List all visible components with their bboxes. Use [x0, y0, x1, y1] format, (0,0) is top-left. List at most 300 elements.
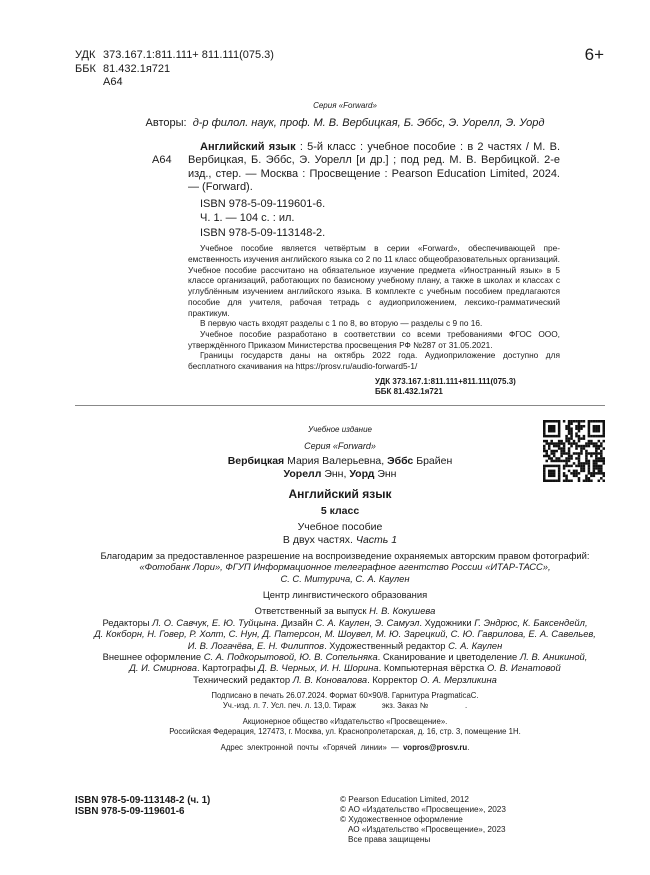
staff-names: Л. О. Савчук, Е. Ю. Туйцына — [152, 616, 277, 628]
qr-module — [588, 462, 591, 465]
qr-module — [593, 459, 596, 462]
qr-module — [595, 427, 598, 430]
author-given: Мария Валерьевна, — [284, 454, 388, 467]
qr-module — [568, 420, 571, 423]
hotline-email[interactable]: vopros@prosv.ru — [402, 743, 468, 753]
staff-role: Технический редактор — [193, 673, 293, 685]
qr-module — [603, 440, 605, 443]
qr-module — [560, 459, 563, 462]
qr-module — [588, 479, 591, 481]
qr-module — [553, 472, 556, 475]
qr-module — [553, 425, 556, 428]
isbn-line: ISBN 978-5-09-113148-2. — [200, 226, 326, 239]
qr-module — [590, 435, 593, 438]
responsible-name: Н. В. Кокушева — [369, 605, 436, 617]
qr-module — [565, 440, 568, 443]
staff-names: Д. Кокборн, Н. Говер, Р. Холт, С. Нун, Д. Патерсон, М. Шоувел, М. Ю. Зарецкий, С. Ю. Гаврилова, Е. А. Савельев, — [94, 628, 596, 640]
staff-names: Л. В. Аникиной, — [519, 651, 588, 663]
qr-module — [593, 469, 596, 472]
qr-module — [558, 440, 561, 443]
qr-module — [600, 455, 603, 458]
qr-module — [603, 479, 605, 481]
qr-module — [573, 474, 576, 477]
qr-module — [550, 469, 553, 472]
qr-module — [548, 445, 551, 448]
qr-module — [550, 435, 553, 438]
qr-module — [548, 469, 551, 472]
qr-module — [585, 457, 588, 460]
qr-module — [558, 442, 561, 445]
qr-module — [578, 437, 581, 440]
qr-module — [558, 467, 561, 470]
qr-module — [563, 467, 566, 470]
qr-module — [578, 430, 581, 433]
qr-module — [588, 435, 591, 438]
staff-line — [60, 674, 630, 685]
qr-module — [543, 464, 546, 467]
qr-module — [568, 437, 571, 440]
qr-code[interactable] — [543, 420, 605, 482]
qr-module — [585, 442, 588, 445]
qr-module — [580, 467, 583, 470]
qr-module — [593, 435, 596, 438]
qr-module — [578, 422, 581, 425]
copyright — [340, 795, 506, 845]
punct: . — [467, 743, 470, 753]
qr-module — [588, 442, 591, 445]
qr-module — [550, 442, 553, 445]
qr-module — [588, 469, 591, 472]
qr-module — [590, 479, 593, 481]
qr-module — [603, 462, 605, 465]
qr-module — [600, 467, 603, 470]
qr-module — [580, 427, 583, 430]
qr-module — [593, 430, 596, 433]
qr-module — [545, 442, 548, 445]
qr-module — [595, 467, 598, 470]
qr-module — [543, 479, 546, 481]
publisher-address: Российская Федерация, 127473, г. Москва, ул. Краснопролетарская, д. 16, стр. 3, помещение 1Н. — [169, 727, 521, 737]
print-line: Уч.-изд. л. 7. Усл. печ. л. 13,0. Тираж экз. Заказ № . — [222, 701, 468, 711]
staff-line — [60, 662, 630, 673]
qr-module — [603, 447, 605, 450]
qr-module — [565, 459, 568, 462]
isbn-line: ISBN 978-5-09-119601-6. — [200, 197, 326, 210]
staff-names: С. А. Каулен — [448, 639, 503, 651]
udk-value: 373.167.1:811.111+ 811.111(075.3) — [103, 49, 274, 61]
qr-module — [588, 472, 591, 475]
qr-module — [543, 477, 546, 480]
qr-module — [600, 445, 603, 448]
qr-module — [568, 464, 571, 467]
qr-module — [575, 442, 578, 445]
qr-module — [550, 425, 553, 428]
qr-module — [548, 435, 551, 438]
staff-names: О. В. Игнатовой — [486, 662, 561, 674]
bibliographic-record — [152, 140, 560, 195]
series-title: Серия «Forward» — [313, 100, 377, 110]
qr-module — [583, 435, 586, 438]
qr-module — [550, 464, 553, 467]
qr-module — [575, 427, 578, 430]
staff-names: Г. Эндрюс, К. Баксендейл, — [474, 616, 588, 628]
qr-module — [568, 479, 571, 481]
qr-module — [583, 420, 586, 423]
qr-module — [568, 442, 571, 445]
thanks-text: Благодарим за предоставленное разрешение на воспроизведение охраняемых авторским правом фотографий: — [100, 549, 590, 561]
qr-module — [548, 455, 551, 458]
bbk-value: 81.432.1я721 — [103, 62, 171, 75]
qr-module — [570, 445, 573, 448]
hotline-label: Адрес электронной почты «Горячей линии» — — [220, 743, 403, 753]
biblio-title: Английский язык — [200, 140, 296, 153]
author-given: Брайен — [413, 454, 453, 467]
staff-role: . Художественный редактор — [324, 639, 449, 651]
qr-module — [598, 472, 601, 475]
qr-module — [583, 464, 586, 467]
book-title: Английский язык — [288, 486, 392, 501]
qr-module — [603, 459, 605, 462]
qr-module — [555, 459, 558, 462]
qr-module — [585, 459, 588, 462]
qr-module — [575, 435, 578, 438]
qr-module — [568, 440, 571, 443]
qr-module — [595, 430, 598, 433]
qr-module — [570, 430, 573, 433]
qr-module — [578, 462, 581, 465]
qr-module — [585, 474, 588, 477]
qr-module — [568, 447, 571, 450]
staff-names: И. В. Логачёва, Е. Н. Филиппов — [187, 639, 325, 651]
qr-module — [595, 442, 598, 445]
part-label: Часть 1 — [355, 533, 398, 546]
qr-module — [560, 440, 563, 443]
staff-names: Л. В. Коновалова — [292, 673, 368, 685]
qr-module — [543, 440, 546, 443]
qr-module — [555, 442, 558, 445]
biblio-isbn — [200, 197, 650, 241]
qr-module — [590, 455, 593, 458]
qr-module — [570, 435, 573, 438]
author-surname: Вербицкая — [227, 454, 285, 467]
qr-module — [550, 459, 553, 462]
rights-reserved: Все права защищены — [348, 835, 431, 845]
staff-role: Редакторы — [102, 616, 153, 628]
qr-module — [600, 420, 603, 423]
qr-module — [585, 479, 588, 481]
author-given: Энн, — [321, 467, 350, 480]
qr-module — [550, 474, 553, 477]
qr-module — [543, 445, 546, 448]
qr-module — [553, 427, 556, 430]
qr-module — [575, 474, 578, 477]
qr-module — [575, 447, 578, 450]
qr-module — [553, 450, 556, 453]
isbn-line: ISBN 978-5-09-119601-6 — [75, 806, 185, 818]
qr-module — [580, 425, 583, 428]
qr-module — [543, 474, 546, 477]
qr-module — [558, 477, 561, 480]
qr-module — [588, 467, 591, 470]
qr-module — [563, 445, 566, 448]
qr-module — [563, 442, 566, 445]
qr-module — [543, 455, 546, 458]
qr-module — [570, 442, 573, 445]
qr-module — [558, 472, 561, 475]
qr-module — [578, 420, 581, 423]
qr-module — [543, 467, 546, 470]
qr-module — [595, 447, 598, 450]
qr-module — [563, 450, 566, 453]
qr-module — [603, 432, 605, 435]
qr-module — [603, 425, 605, 428]
isbn-line: Ч. 1. — 104 с. : ил. — [200, 212, 295, 225]
qr-module — [568, 450, 571, 453]
qr-module — [555, 479, 558, 481]
qr-module — [548, 479, 551, 481]
qr-module — [558, 479, 561, 481]
qr-module — [563, 472, 566, 475]
qr-module — [590, 440, 593, 443]
staff-role: . Картографы — [196, 662, 259, 674]
qr-module — [545, 455, 548, 458]
qr-module — [580, 420, 583, 423]
qr-module — [563, 459, 566, 462]
qr-module — [548, 425, 551, 428]
qr-module — [563, 420, 566, 423]
staff-names: Д. В. Черных, И. Н. Шорина — [258, 662, 379, 674]
qr-module — [550, 427, 553, 430]
qr-module — [553, 464, 556, 467]
kind-label: Учебное пособие — [297, 520, 383, 533]
qr-module — [553, 459, 556, 462]
annotation-paragraph: В первую часть входят разделы с 1 по 8, во вторую — разделы с 9 по 16. — [200, 318, 483, 329]
qr-module — [590, 472, 593, 475]
qr-module — [558, 432, 561, 435]
center-name: Центр лингвистического образования — [262, 589, 428, 601]
authors-line — [0, 116, 650, 130]
qr-module — [565, 477, 568, 480]
qr-module — [600, 464, 603, 467]
qr-module — [558, 422, 561, 425]
qr-module — [595, 445, 598, 448]
qr-module — [598, 467, 601, 470]
qr-module — [585, 477, 588, 480]
staff-role: . Компьютерная вёрстка — [378, 662, 487, 674]
age-rating: 6+ — [584, 45, 604, 64]
copyright-line: © Художественное оформление — [340, 815, 463, 825]
qr-module — [568, 469, 571, 472]
staff-line — [60, 617, 630, 628]
biblio-description: : 5-й класс : учебное пособие : в 2 частях / М. В. Вербицкая, Б. Эббс, Э. Уорелл [и др.] ; под ред. М. В. Вербицкой. 2-е изд., стер. — Москва : Просвещение : Pearson Education Limited, 2024. — (Forward). — [188, 140, 560, 194]
author-surname: Эббс — [387, 454, 414, 467]
qr-module — [545, 464, 548, 467]
qr-module — [598, 447, 601, 450]
qr-module — [603, 435, 605, 438]
qr-module — [543, 422, 546, 425]
qr-module — [580, 437, 583, 440]
qr-module — [558, 435, 561, 438]
qr-module — [600, 435, 603, 438]
qr-module — [560, 447, 563, 450]
qr-module — [548, 464, 551, 467]
qr-module — [595, 450, 598, 453]
author-mark: А64 — [103, 76, 123, 88]
qr-module — [543, 430, 546, 433]
qr-module — [598, 452, 601, 455]
qr-module — [543, 432, 546, 435]
qr-module — [603, 427, 605, 430]
qr-module — [555, 457, 558, 460]
qr-module — [570, 427, 573, 430]
qr-module — [558, 469, 561, 472]
qr-module — [598, 430, 601, 433]
qr-module — [558, 430, 561, 433]
qr-module — [543, 447, 546, 450]
qr-module — [575, 425, 578, 428]
staff-names: О. А. Мерзликина — [420, 673, 497, 685]
qr-module — [550, 479, 553, 481]
qr-module — [578, 457, 581, 460]
footer-isbn — [75, 795, 340, 845]
qr-module — [595, 452, 598, 455]
qr-module — [578, 425, 581, 428]
qr-module — [580, 445, 583, 448]
qr-module — [595, 459, 598, 462]
qr-module — [580, 469, 583, 472]
qr-module — [600, 452, 603, 455]
qr-module — [593, 472, 596, 475]
staff-line — [60, 640, 630, 651]
staff-role: . Сканирование и цветоделение — [377, 651, 520, 663]
qr-module — [573, 472, 576, 475]
qr-module — [553, 452, 556, 455]
qr-module — [573, 420, 576, 423]
qr-module — [595, 462, 598, 465]
qr-module — [558, 447, 561, 450]
staff-role: . Художники — [419, 616, 475, 628]
print-info — [60, 691, 630, 753]
staff-names: С. А. Каулен, Э. Самуэл — [315, 616, 420, 628]
qr-module — [595, 464, 598, 467]
qr-module — [603, 474, 605, 477]
qr-module — [588, 422, 591, 425]
qr-module — [545, 459, 548, 462]
qr-module — [568, 452, 571, 455]
qr-module — [598, 445, 601, 448]
qr-module — [585, 462, 588, 465]
qr-module — [548, 420, 551, 423]
qr-module — [568, 432, 571, 435]
divider — [75, 405, 605, 406]
qr-module — [563, 464, 566, 467]
udk-label: УДК — [75, 49, 96, 61]
responsible-label: Ответственный за выпуск — [254, 605, 370, 617]
qr-module — [595, 435, 598, 438]
qr-module — [600, 477, 603, 480]
qr-module — [603, 430, 605, 433]
qr-module — [545, 420, 548, 423]
thanks-people: С. С. Митурича, С. А. Каулен — [280, 572, 410, 584]
qr-module — [558, 420, 561, 423]
staff-line — [60, 651, 630, 662]
qr-module — [588, 452, 591, 455]
qr-module — [600, 472, 603, 475]
qr-module — [583, 462, 586, 465]
qr-module — [545, 450, 548, 453]
qr-module — [550, 452, 553, 455]
qr-module — [588, 425, 591, 428]
qr-module — [580, 464, 583, 467]
qr-module — [573, 440, 576, 443]
staff-role: . Дизайн — [276, 616, 316, 628]
qr-module — [600, 450, 603, 453]
qr-module — [595, 457, 598, 460]
qr-module — [595, 472, 598, 475]
qr-module — [598, 440, 601, 443]
qr-module — [560, 455, 563, 458]
qr-module — [600, 442, 603, 445]
qr-module — [588, 440, 591, 443]
biblio-mark: А64 — [152, 154, 172, 167]
qr-module — [553, 469, 556, 472]
qr-module — [565, 452, 568, 455]
qr-module — [555, 450, 558, 453]
qr-module — [578, 459, 581, 462]
annotation — [188, 243, 560, 371]
qr-module — [598, 435, 601, 438]
qr-module — [603, 472, 605, 475]
qr-module — [588, 464, 591, 467]
qr-module — [575, 472, 578, 475]
staff-names: Д. И. Смирнова — [129, 662, 197, 674]
qr-module — [563, 474, 566, 477]
qr-module — [543, 472, 546, 475]
copyright-line: © АО «Издательство «Просвещение», 2023 — [340, 805, 506, 815]
qr-module — [593, 462, 596, 465]
annotation-paragraph: Учебное пособие является четвёртым в серии «Forward», обеспечивающей преемственность изучения английского языка со 2 по 11 класс общеобразовательных организаций. Учебное пособие рассчитано на обязательное изучение предмета «Иностранный язык» в 5 классе организаций, работающих по базисному учебному плану, а также в школах и классах с углублённым изучением английского языка. В комплекте с учебным пособием предлагаются пособие для учителя, рабочая тетрадь с аудиоприложением, лексико-грамматический практикум. — [188, 243, 560, 318]
qr-module — [548, 457, 551, 460]
qr-module — [580, 447, 583, 450]
qr-module — [553, 430, 556, 433]
staff-line — [60, 628, 630, 639]
publisher: Акционерное общество «Издательство «Просвещение». — [242, 717, 448, 727]
qr-module — [558, 445, 561, 448]
qr-module — [583, 437, 586, 440]
qr-module — [548, 430, 551, 433]
print-line: Подписано в печать 26.07.2024. Формат 60×90/8. Гарнитура PragmaticaC. — [211, 691, 479, 701]
qr-module — [588, 445, 591, 448]
qr-module — [570, 472, 573, 475]
qr-module — [548, 447, 551, 450]
qr-module — [588, 427, 591, 430]
qr-module — [565, 474, 568, 477]
annotation-paragraph: Учебное пособие разработано в соответствии со всеми требованиями ФГОС ООО, утверждённого Приказом Министерства просвещения РФ №287 от 31.05.2021. — [188, 329, 560, 350]
qr-module — [603, 420, 605, 423]
qr-module — [543, 450, 546, 453]
qr-module — [578, 445, 581, 448]
qr-module — [583, 467, 586, 470]
qr-module — [548, 472, 551, 475]
qr-module — [585, 445, 588, 448]
qr-module — [580, 462, 583, 465]
annotation-paragraph: Границы государств даны на октябрь 2022 года. Аудиоприложение доступно для бесплатного скачивания на https://prosv.ru/audio-forward5-1/ — [188, 350, 560, 372]
qr-module — [585, 455, 588, 458]
qr-module — [578, 479, 581, 481]
qr-module — [560, 442, 563, 445]
qr-module — [550, 420, 553, 423]
qr-module — [568, 430, 571, 433]
